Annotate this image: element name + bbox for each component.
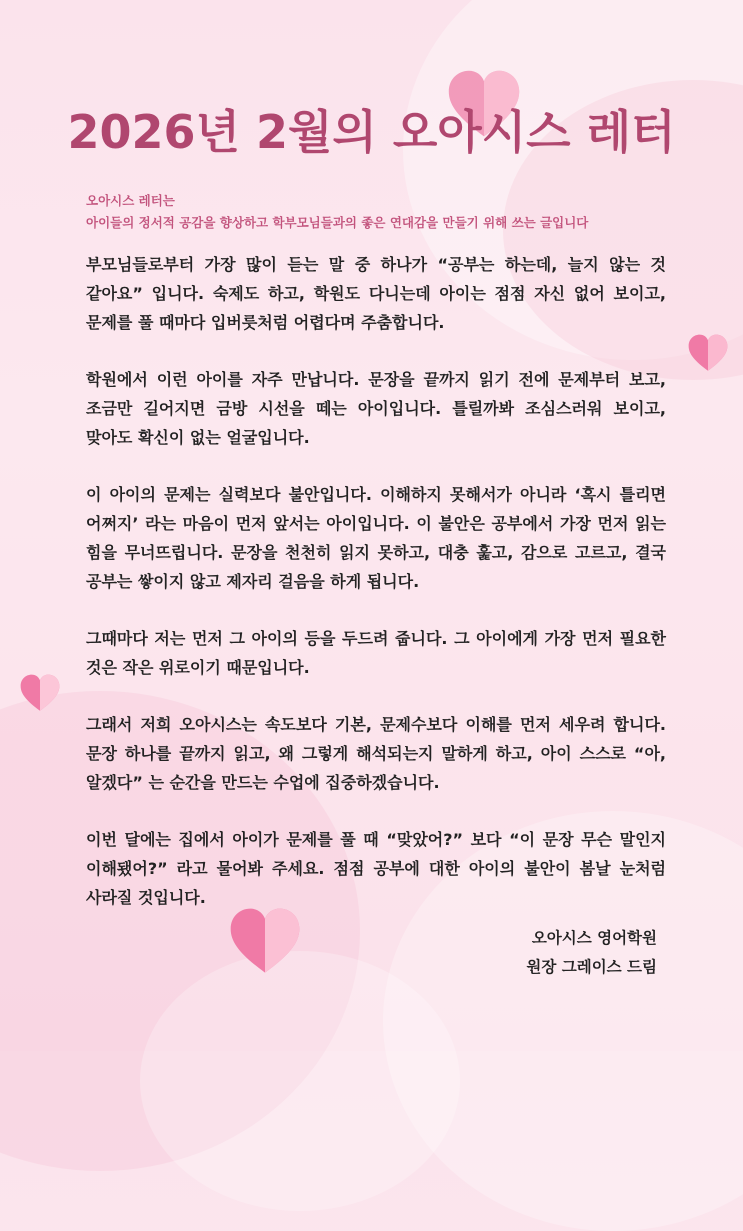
intro-line: 오아시스 레터는: [86, 193, 175, 208]
body-paragraph: 이번 달에는 집에서 아이가 문제를 풀 때 “맞았어?” 보다 “이 문장 무슨 말인지 이해됐어?” 라고 물어봐 주세요. 점점 공부에 대한 아이의 불안이 봄날 눈처럼 사라질 것입니다.: [86, 830, 666, 907]
background-blob: [140, 951, 460, 1211]
body-paragraph: 학원에서 이런 아이를 자주 만납니다. 문장을 끝까지 읽기 전에 문제부터 보고, 조금만 길어지면 금방 시선을 떼는 아이입니다. 틀릴까봐 조심스러워 보이고, 맞아도 확신이 없는 얼굴입니다.: [86, 370, 666, 447]
signature-director: 원장 그레이스 드림: [526, 958, 657, 976]
letter-title: 2026년 2월의 오아시스 레터: [67, 105, 676, 159]
intro-line: 아이들의 정서적 공감을 향상하고 학부모님들과의 좋은 연대감을 만들기 위해 쓰는 글입니다: [86, 215, 589, 230]
body-paragraph: 그래서 저희 오아시스는 속도보다 기본, 문제수보다 이해를 먼저 세우려 합니다. 문장 하나를 끝까지 읽고, 왜 그렇게 해석되는지 말하게 하고, 아이 스스로 “아, 알겠다” 는 순간을 만드는 수업에 집중하겠습니다.: [86, 715, 666, 792]
body-paragraph: 이 아이의 문제는 실력보다 불안입니다. 이해하지 못해서가 아니라 ‘혹시 틀리면 어쩌지’ 라는 마음이 먼저 앞서는 아이입니다. 이 불안은 공부에서 가장 먼저 읽는 힘을 무너뜨립니다. 문장을 천천히 읽지 못하고, 대충 훑고, 감으로 고르고, 결국 공부는 쌓이지 않고 제자리 걸음을 하게 됩니다.: [86, 485, 666, 591]
letter-intro: [86, 190, 686, 234]
heart-icon: [18, 672, 62, 716]
signature-academy: 오아시스 영어학원: [531, 929, 657, 947]
letter-signature: [526, 924, 657, 982]
body-paragraph: 부모님들로부터 가장 많이 듣는 말 중 하나가 “공부는 하는데, 늘지 않는 것 같아요” 입니다. 숙제도 하고, 학원도 다니는데 아이는 점점 자신 없어 보이고, 문제를 풀 때마다 입버릇처럼 어렵다며 주춤합니다.: [86, 255, 666, 332]
letter-body: [86, 250, 666, 940]
heart-icon: [686, 332, 730, 376]
body-paragraph: 그때마다 저는 먼저 그 아이의 등을 두드려 줍니다. 그 아이에게 가장 먼저 필요한 것은 작은 위로이기 때문입니다.: [86, 629, 666, 677]
